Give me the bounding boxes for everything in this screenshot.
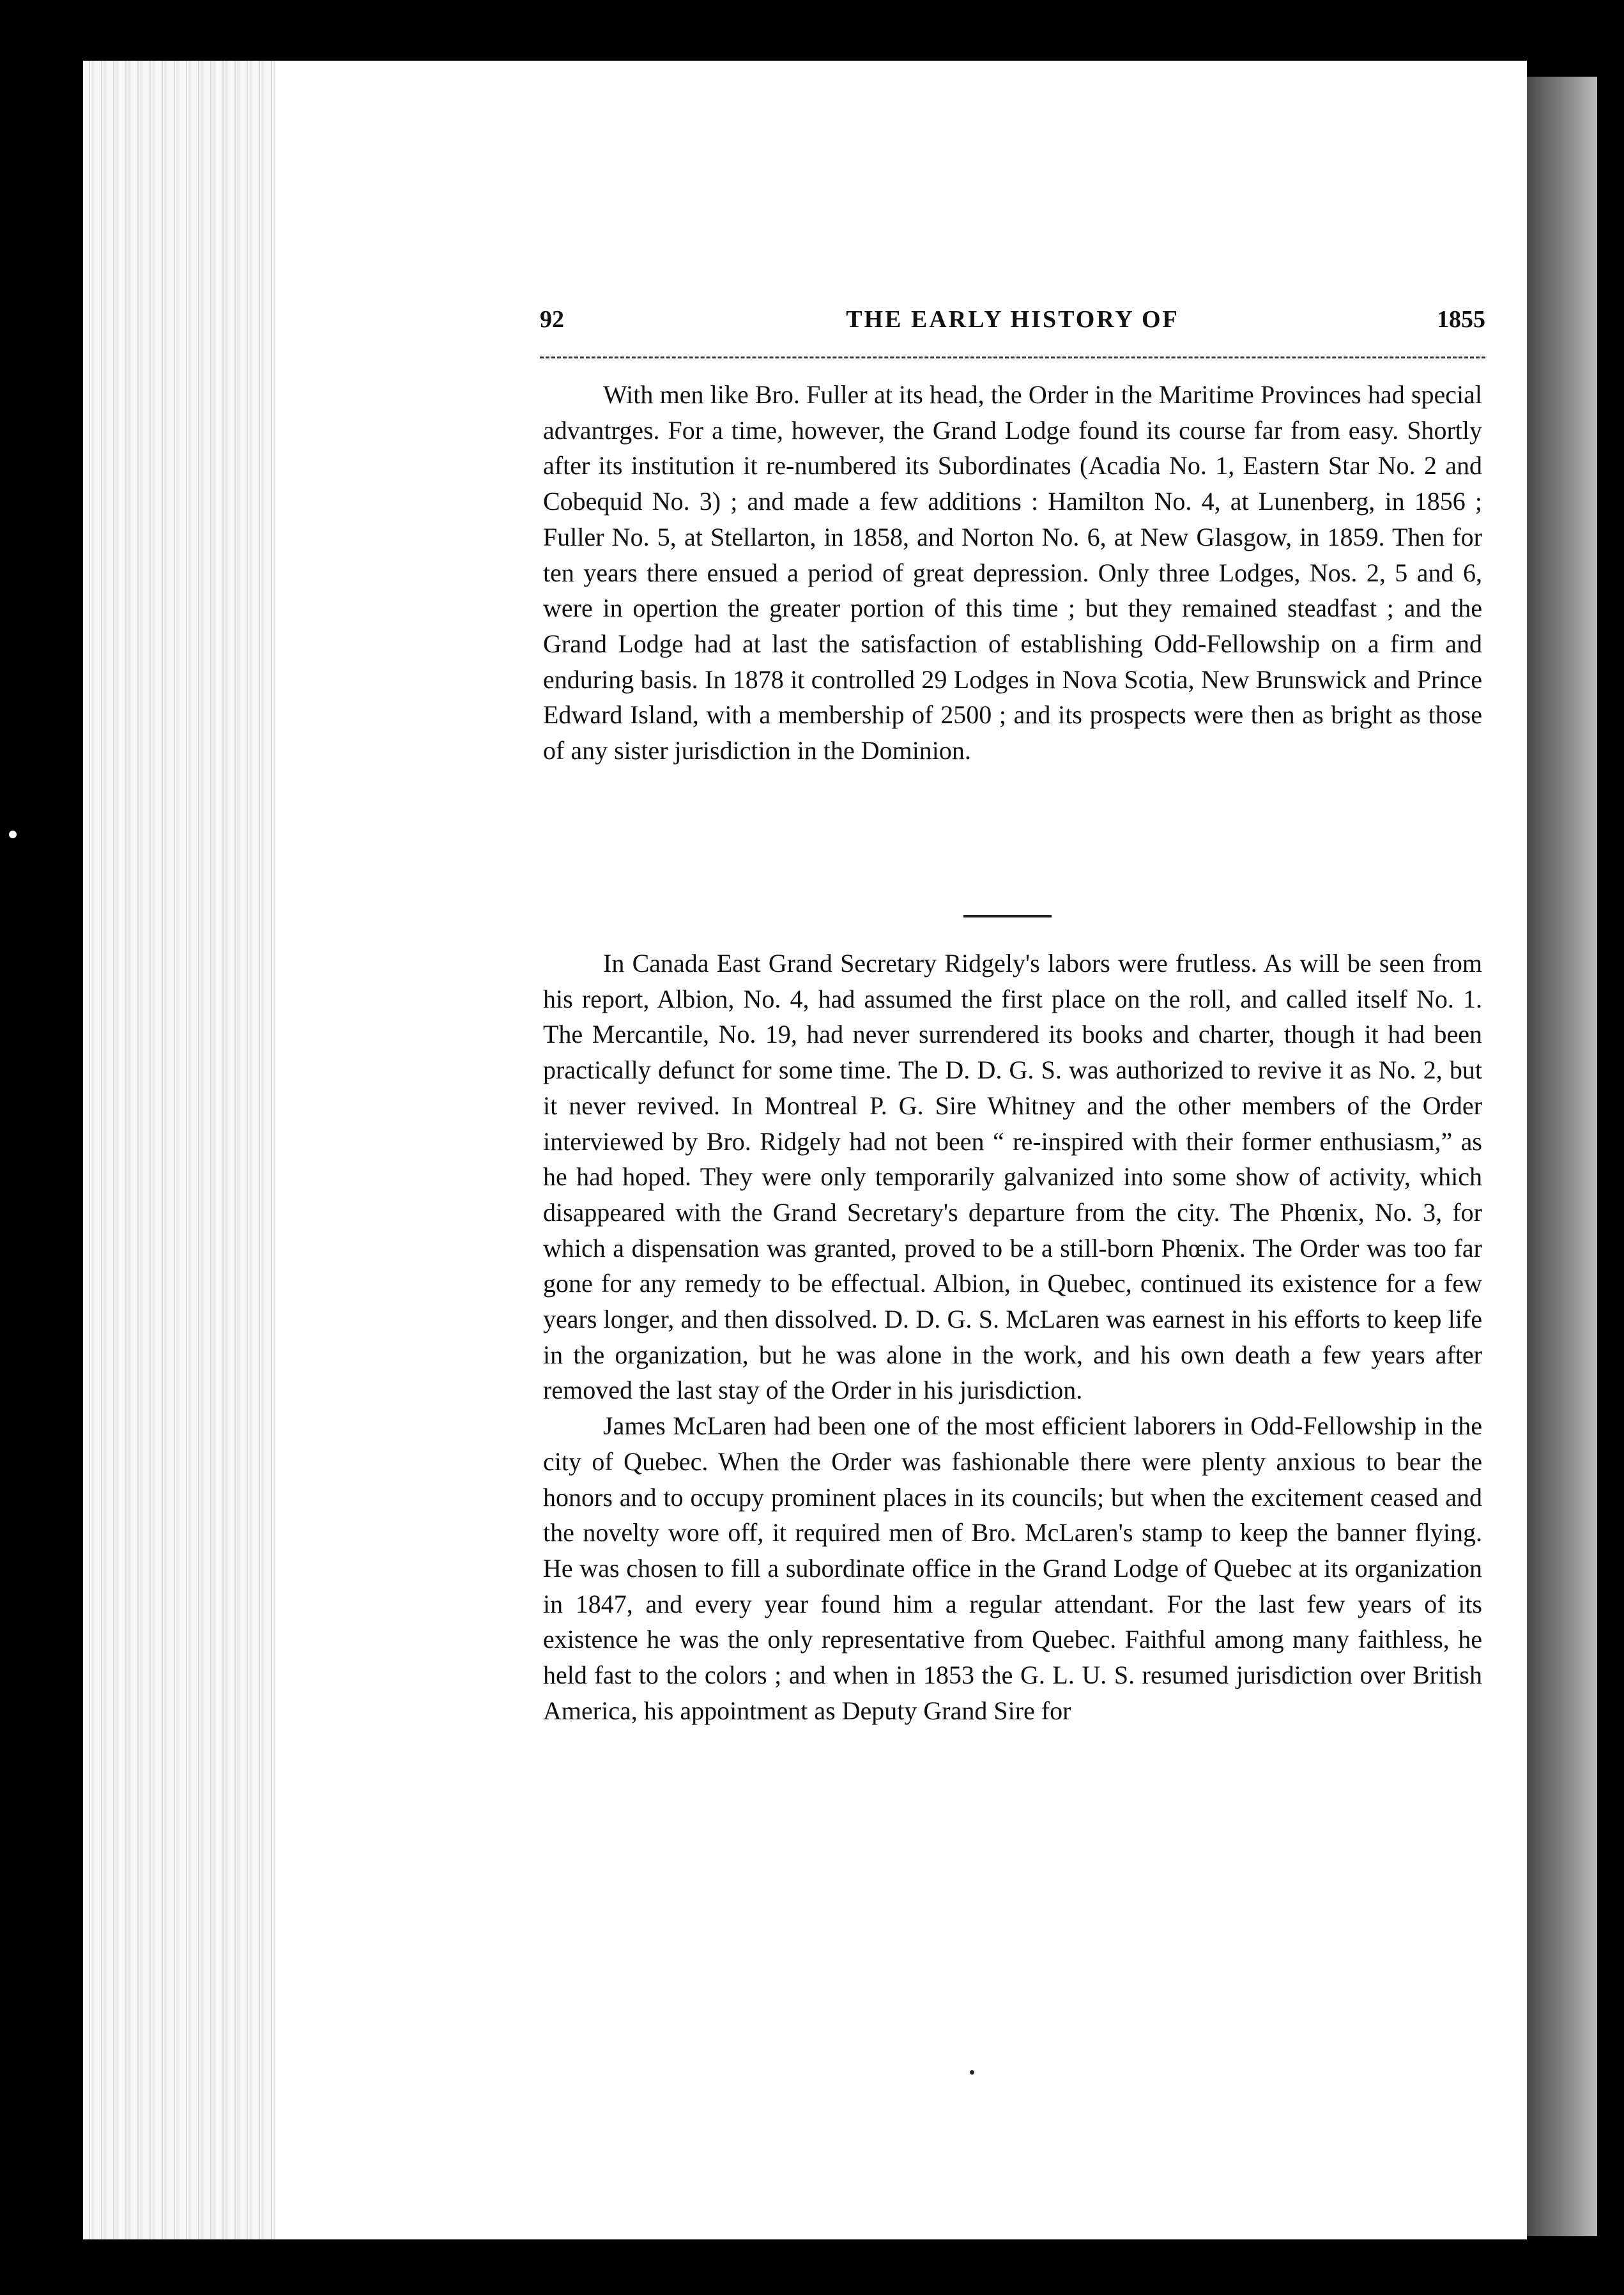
- section-divider: [963, 915, 1052, 917]
- paragraph-mclaren: James McLaren had been one of the most efficient laborers in Odd-Fellowship in the city of Quebec. When the Order was fashionable there were plenty anxious to bear the honors and to occupy prominent places in its councils; but when the excitement ceased and the novelty wore off, it required men of Bro. McLaren's stamp to keep the banner flying. He was chosen to fill a subordinate office in the Grand Lodge of Quebec at its organization in 1847, and every year found him a regular attendant. For the last few years of its existence he was the only representative from Quebec. Faithful among many faithless, he held fast to the colors ; and when in 1853 the G. L. U. S. resumed jurisdiction over British America, his appointment as Deputy Grand Sire for: [543, 1411, 1482, 1725]
- page-edges: [83, 61, 277, 2239]
- header-rule: [540, 357, 1485, 358]
- running-title: THE EARLY HISTORY OF: [846, 306, 1179, 333]
- binding-shadow: [1527, 77, 1597, 2236]
- ink-dot: [970, 2070, 974, 2075]
- text-block-canada-east: [543, 946, 1482, 1728]
- text-block-maritime: [543, 377, 1482, 769]
- header-year: 1855: [1437, 306, 1485, 333]
- running-header: [540, 305, 1485, 344]
- paragraph-canada-east: In Canada East Grand Secretary Ridgely's labors were frutless. As will be seen from his report, Albion, No. 4, had assumed the first place on the roll, and called itself No. 1. The Mercantile, No. 19, had never surrendered its books and charter, though it had been practically defunct for some time. The D. D. G. S. was authorized to revive it as No. 2, but it never revived. In Montreal P. G. Sire Whitney and the other members of the Order interviewed by Bro. Ridgely had not been “ re-inspired with their former enthusiasm,” as he had hoped. They were only temporarily galvanized into some show of activity, which disappeared with the Grand Secretary's departure from the city. The Phœnix, No. 3, for which a dispensation was granted, proved to be a still-born Phœnix. The Order was too far gone for any remedy to be effectual. Albion, in Quebec, continued its existence for a few years longer, and then dissolved. D. D. G. S. McLaren was earnest in his efforts to keep life in the organization, but he was alone in the work, and his own death a few years after removed the last stay of the Order in his jurisdiction.: [543, 949, 1482, 1405]
- paragraph-maritime: With men like Bro. Fuller at its head, the Order in the Maritime Provinces had special advantrges. For a time, however, the Grand Lodge found its course far from easy. Shortly after its institution it re-numbered its Subordinates (Acadia No. 1, Eastern Star No. 2 and Cobequid No. 3) ; and made a few additions : Hamilton No. 4, at Lunenberg, in 1856 ; Fuller No. 5, at Stellarton, in 1858, and Norton No. 6, at New Glasgow, in 1859. Then for ten years there ensued a period of great depression. Only three Lodges, Nos. 2, 5 and 6, were in opertion the greater portion of this time ; but they remained steadfast ; and the Grand Lodge had at last the satisfaction of establishing Odd-Fellowship on a firm and enduring basis. In 1878 it controlled 29 Lodges in Nova Scotia, New Brunswick and Prince Edward Island, with a membership of 2500 ; and its prospects were then as bright as those of any sister jurisdiction in the Dominion.: [543, 380, 1482, 765]
- scan-mark: [9, 831, 17, 838]
- page-number: 92: [540, 306, 564, 333]
